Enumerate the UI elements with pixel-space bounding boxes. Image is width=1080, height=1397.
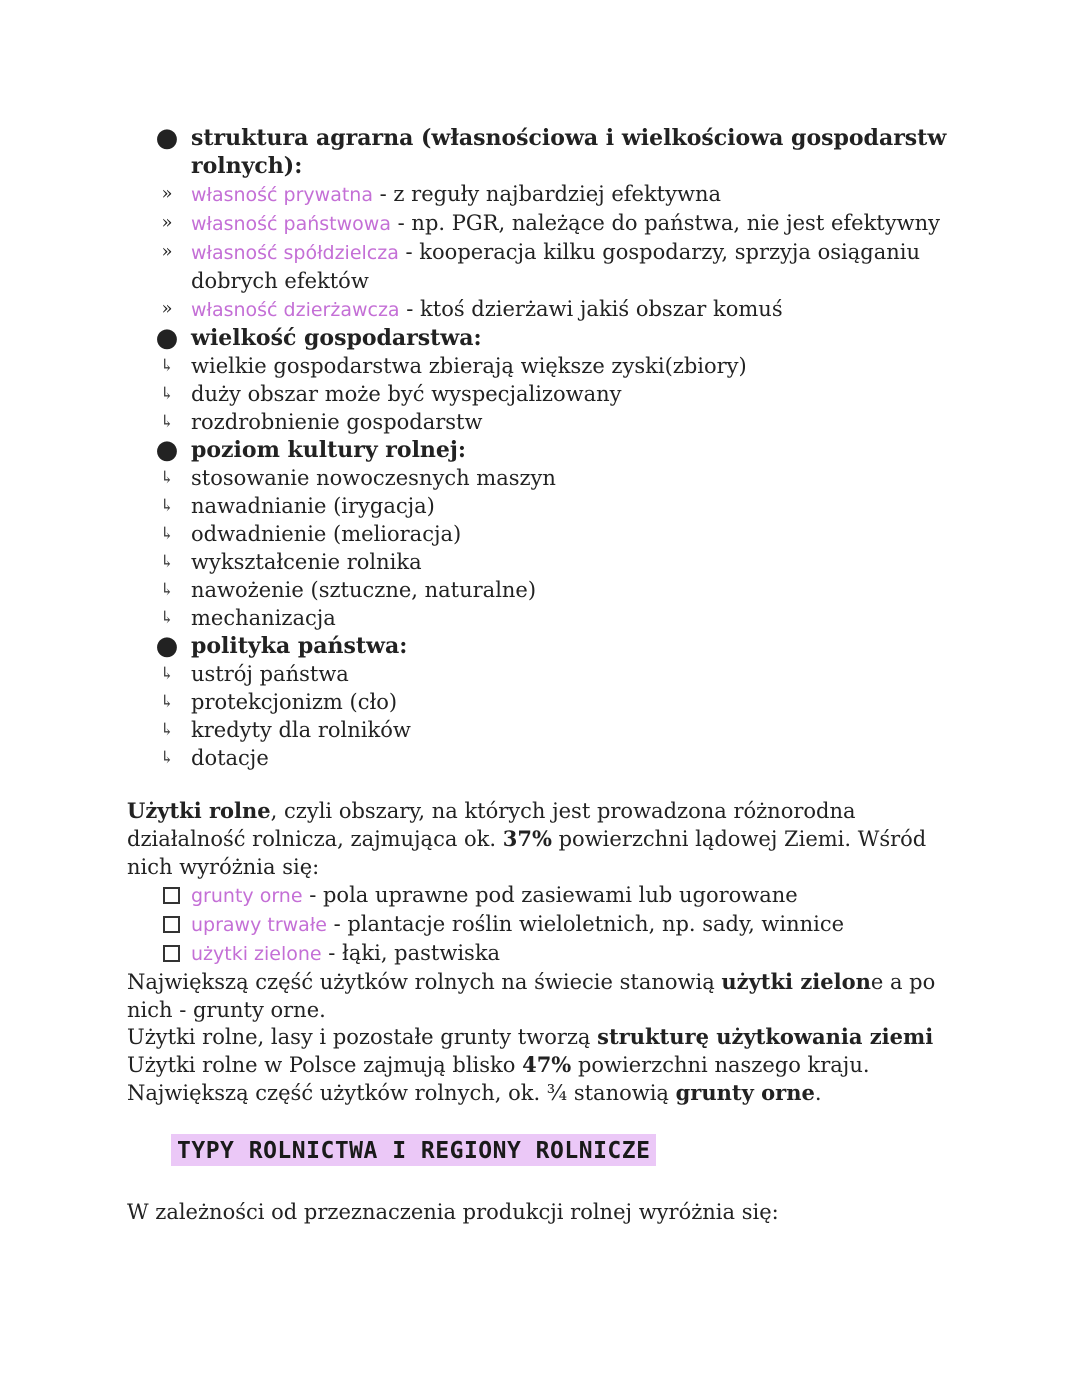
list-item [154,436,954,464]
item-text: dotacje [191,746,269,770]
item-text: odwadnienie (melioracja) [191,522,462,546]
list-item [154,576,954,604]
term: własność prywatna [191,184,373,206]
term-desc: - łąki, pastwiska [321,941,501,965]
term: użytki zielone [191,943,322,965]
term: własność spółdzielcza [191,242,399,264]
item-text: mechanizacja [191,606,336,630]
double-chevron-icon: » [161,183,173,204]
item-text: wielkie gospodarstwa zbierają większe zyski(zbiory) [191,354,747,378]
list-item [154,295,954,324]
item-text: stosowanie nowoczesnych maszyn [191,466,556,490]
list-item [154,324,954,352]
uzytki-term: Użytki rolne [127,798,271,823]
arrow-hook-icon: ↳ [159,356,175,376]
bullet-icon: ● [155,123,179,153]
item-text: rozdrobnienie gospodarstw [191,410,483,434]
bullet-icon: ● [155,435,179,465]
structure-text: Użytki rolne, lasy i pozostałe grunty tworzą [127,1025,598,1049]
term: uprawy trwałe [191,914,327,936]
poland-text-mid: powierzchni naszego kraju. Największą część użytków rolnych, ok. ¾ stanowią [127,1053,870,1105]
item-text: nawożenie (sztuczne, naturalne) [191,578,537,602]
list-item [154,744,954,772]
list-item [154,632,954,660]
arrow-hook-icon: ↳ [159,692,175,712]
term-desc: - np. PGR, należące do państwa, nie jest efektywny [390,211,940,235]
list-item [127,939,957,968]
largest-bold: użytki zielon [721,969,871,994]
list-item [154,548,954,576]
closing-line: W zależności od przeznaczenia produkcji rolnej wyróżnia się: [127,1200,779,1224]
arrow-hook-icon: ↳ [159,720,175,740]
double-chevron-icon: » [161,241,173,262]
list-item [154,380,954,408]
uzytki-largest [127,968,957,1024]
term-desc: - kooperacja kilku gospodarzy, sprzyja osiąganiu dobrych efektów [191,240,921,293]
list-item [154,209,954,238]
structure-bold: strukturę użytkowania ziemi [597,1024,934,1049]
poland-bold: grunty orne [675,1080,815,1105]
list-item [154,520,954,548]
list-item [154,124,954,180]
factors-list [154,124,954,772]
term-desc: - z reguły najbardziej efektywna [372,182,722,206]
arrow-hook-icon: ↳ [159,580,175,600]
list-item [154,408,954,436]
list-item [154,238,954,295]
structure-section [127,1023,957,1107]
checkbox-icon [163,916,180,933]
item-text: protekcjonizm (cło) [191,690,398,714]
section-heading: TYPY ROLNICTWA I REGIONY ROLNICZE [171,1134,656,1166]
arrow-hook-icon: ↳ [159,496,175,516]
poland-text: Użytki rolne w Polsce zajmują blisko [127,1053,523,1077]
list-item [154,688,954,716]
double-chevron-icon: » [161,212,173,233]
list-item [154,716,954,744]
term-desc: - plantacje roślin wieloletnich, np. sady, winnice [326,912,845,936]
item-text: wykształcenie rolnika [191,550,422,574]
list-item [154,492,954,520]
arrow-hook-icon: ↳ [159,552,175,572]
bullet-icon: ● [155,323,179,353]
checkbox-icon [163,887,180,904]
term-desc: - ktoś dzierżawi jakiś obszar komuś [399,297,783,321]
poland-percent: 47% [522,1052,572,1077]
arrow-hook-icon: ↳ [159,748,175,768]
arrow-hook-icon: ↳ [159,524,175,544]
item-text: kredyty dla rolników [191,718,411,742]
uzytki-section [127,797,957,1024]
arrow-hook-icon: ↳ [159,468,175,488]
double-chevron-icon: » [161,298,173,319]
list-item [154,352,954,380]
term-desc: - pola uprawne pod zasiewami lub ugorowane [302,883,798,907]
list-item [154,660,954,688]
list-item [127,910,957,939]
list-item [154,604,954,632]
list-item [127,881,957,910]
term: własność dzierżawcza [191,299,400,321]
poland-end: . [814,1081,822,1105]
largest-end: e a po nich - grunty orne. [127,970,936,1022]
arrow-hook-icon: ↳ [159,384,175,404]
list-item [154,180,954,209]
item-text: duży obszar może być wyspecjalizowany [191,382,622,406]
uzytki-percent: 37% [502,826,552,851]
arrow-hook-icon: ↳ [159,412,175,432]
list-item [154,464,954,492]
intro-text-end: powierzchni lądowej Ziemi. Wśród nich wyróżnia się: [127,827,927,879]
intro-text: , czyli obszary, na których jest prowadzona różnorodna działalność rolnicza, zajmująca ok. [127,799,856,851]
arrow-hook-icon: ↳ [159,664,175,684]
arrow-hook-icon: ↳ [159,608,175,628]
largest-text: Największą część użytków rolnych na świecie stanowią [127,970,722,994]
section-title: struktura agrarna (własnościowa i wielkościowa gospodarstw rolnych): [191,125,947,179]
term: własność państwowa [191,213,391,235]
item-text: nawadnianie (irygacja) [191,494,435,518]
checkbox-icon [163,945,180,962]
section-title: polityka państwa: [191,633,408,659]
uzytki-intro [127,797,957,881]
structure-line [127,1023,957,1051]
item-text: ustrój państwa [191,662,349,686]
poland-line [127,1051,957,1107]
section-title: poziom kultury rolnej: [191,437,466,463]
section-title: wielkość gospodarstwa: [191,325,482,351]
term: grunty orne [191,885,303,907]
bullet-icon: ● [155,631,179,661]
